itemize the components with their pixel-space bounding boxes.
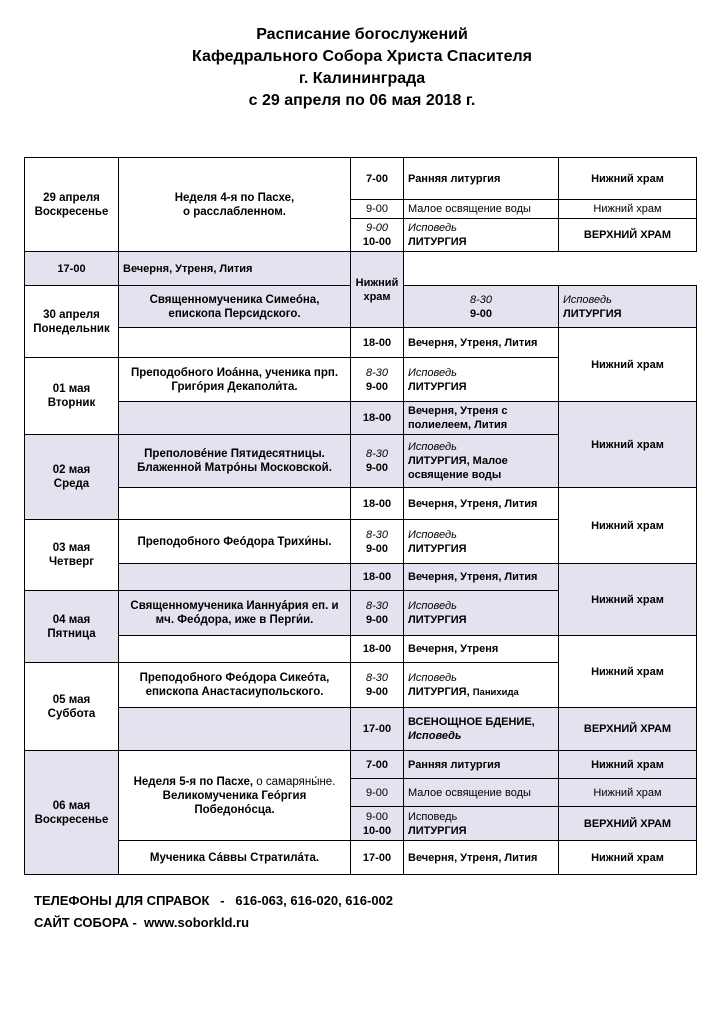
date: 06 мая bbox=[52, 799, 91, 812]
place-cell: Нижний храм bbox=[559, 841, 697, 875]
feast-cell-empty bbox=[119, 708, 351, 751]
feast-line: Блаженной Матрóны Московской. bbox=[137, 462, 332, 474]
service-value: ЛИТУРГИЯ, bbox=[408, 685, 470, 698]
service-cell bbox=[404, 663, 559, 708]
time-cell bbox=[351, 807, 404, 841]
date-cell bbox=[25, 286, 119, 358]
service-cell bbox=[404, 219, 559, 252]
time-cell: 18-00 bbox=[351, 564, 404, 591]
service-cell: Вечерня, Утреня, Лития bbox=[404, 488, 559, 520]
service-cell: Малое освящение воды bbox=[404, 779, 559, 807]
feast-cell bbox=[119, 435, 351, 488]
time-value: 8-30 bbox=[365, 366, 389, 379]
table-row bbox=[25, 402, 697, 435]
feast-cell: Мученика Сáввы Стратилáта. bbox=[119, 841, 351, 875]
service-cell: Малое освящение воды bbox=[404, 200, 559, 219]
feast-line: Преподобного Феóдора Сикеóта, bbox=[139, 672, 330, 684]
service-value: Исповедь bbox=[408, 600, 457, 612]
date-cell bbox=[25, 663, 119, 751]
feast-subtitle: о самаряны́не. bbox=[253, 775, 336, 788]
time-cell: 17-00 bbox=[351, 841, 404, 875]
feast-line: Священномученика Симеóна, bbox=[149, 293, 320, 306]
date-cell bbox=[25, 158, 119, 252]
place-cell: Нижний храм bbox=[559, 488, 697, 564]
place-cell: Нижний храм bbox=[559, 564, 697, 636]
date-cell bbox=[25, 751, 119, 875]
phones-line: ТЕЛЕФОНЫ ДЛЯ СПРАВОК - 616-063, 616-020, 616-002 bbox=[34, 893, 394, 908]
weekday: Пятница bbox=[47, 627, 96, 640]
service-cell bbox=[404, 591, 559, 636]
service-cell bbox=[404, 358, 559, 402]
service-cell bbox=[404, 807, 559, 841]
feast-line: Великомученика Геóргия bbox=[162, 789, 307, 802]
schedule-table bbox=[24, 157, 697, 875]
weekday: Четверг bbox=[48, 556, 95, 568]
service-cell: Ранняя литургия bbox=[404, 158, 559, 200]
feast-line: Преподобного Феóдора Трихи́ны. bbox=[137, 535, 332, 548]
time-cell: 18-00 bbox=[351, 488, 404, 520]
table-row bbox=[25, 751, 697, 779]
service-value: Исповедь bbox=[408, 528, 457, 541]
date-cell bbox=[25, 591, 119, 663]
time-value: 9-00 bbox=[365, 222, 389, 234]
place-cell: Нижний храм bbox=[559, 158, 697, 200]
table-row bbox=[25, 328, 697, 358]
service-cell: Вечерня, Утреня bbox=[404, 636, 559, 663]
feast-line: мч. Феóдора, иже в Перги́и. bbox=[155, 614, 314, 626]
time-cell: 17-00 bbox=[25, 252, 119, 286]
place-cell: Нижний храм bbox=[351, 252, 404, 328]
weekday: Вторник bbox=[47, 397, 96, 409]
time-value: 9-00 bbox=[365, 686, 389, 698]
place-cell: ВЕРХНИЙ ХРАМ bbox=[559, 708, 697, 751]
service-cell bbox=[404, 520, 559, 564]
feast-line: о расслабленном. bbox=[183, 205, 286, 218]
time-value: 8-30 bbox=[365, 528, 389, 541]
service-value: ЛИТУРГИЯ bbox=[408, 380, 467, 393]
time-cell bbox=[404, 286, 559, 328]
service-cell: Вечерня, Утреня, Лития bbox=[404, 841, 559, 875]
feast-cell bbox=[119, 358, 351, 402]
service-cell bbox=[404, 435, 559, 488]
service-note: Панихида bbox=[472, 686, 519, 698]
weekday: Среда bbox=[53, 478, 90, 490]
table-row bbox=[25, 841, 697, 875]
date: 30 апреля bbox=[43, 308, 100, 321]
table-row bbox=[25, 708, 697, 751]
time-cell: 18-00 bbox=[351, 636, 404, 663]
place-cell: Нижний храм bbox=[559, 328, 697, 402]
time-cell: 9-00 bbox=[351, 779, 404, 807]
title-line-3: г. Калининграда bbox=[298, 70, 426, 87]
service-value bbox=[408, 685, 554, 700]
feast-line: Преподобного Иоáнна, ученика прп. bbox=[130, 366, 339, 379]
time-cell bbox=[351, 435, 404, 488]
feast-title: Неделя 5-я по Пасхе, bbox=[133, 775, 254, 788]
feast-cell-empty bbox=[119, 402, 351, 435]
service-value: ЛИТУРГИЯ bbox=[408, 236, 467, 248]
service-cell bbox=[559, 286, 697, 328]
time-cell: 18-00 bbox=[351, 328, 404, 358]
time-value: 8-30 bbox=[365, 600, 389, 612]
feast-cell-empty bbox=[119, 488, 351, 520]
feast-cell bbox=[119, 663, 351, 708]
place-cell: ВЕРХНИЙ ХРАМ bbox=[559, 219, 697, 252]
date: 01 мая bbox=[52, 383, 91, 395]
time-value: 10-00 bbox=[362, 824, 392, 837]
feast-line: епископа Персидского. bbox=[168, 307, 301, 320]
table-row bbox=[25, 636, 697, 663]
feast-line: Священномученика Ианнуáрия еп. и bbox=[130, 600, 339, 612]
time-cell: 17-00 bbox=[351, 708, 404, 751]
title-line-4: с 29 апреля по 06 мая 2018 г. bbox=[248, 92, 476, 109]
service-value: ЛИТУРГИЯ bbox=[408, 614, 467, 626]
time-value: 8-30 bbox=[365, 672, 389, 684]
time-cell bbox=[351, 520, 404, 564]
time-cell: 18-00 bbox=[351, 402, 404, 435]
service-value: освящение воды bbox=[408, 469, 502, 481]
time-value: 9-00 bbox=[365, 614, 389, 626]
service-value: Исповедь bbox=[408, 671, 457, 684]
service-value: Исповедь bbox=[408, 730, 462, 742]
feast-cell-empty bbox=[119, 328, 351, 358]
weekday: Воскресенье bbox=[34, 205, 109, 218]
time-value: 8-30 bbox=[365, 448, 389, 460]
table-row bbox=[25, 158, 697, 200]
feast-line: Победонóсца. bbox=[194, 803, 275, 816]
place-cell: ВЕРХНИЙ ХРАМ bbox=[559, 807, 697, 841]
title-line-2: Кафедрального Собора Христа Спасителя bbox=[191, 48, 533, 65]
feast-line bbox=[123, 775, 346, 789]
feast-line: Преполовéние Пятидесятницы. bbox=[144, 448, 325, 460]
time-value: 9-00 bbox=[365, 542, 389, 555]
time-cell bbox=[351, 219, 404, 252]
service-value: ЛИТУРГИЯ, Малое bbox=[408, 455, 508, 467]
table-row bbox=[25, 564, 697, 591]
time-cell bbox=[351, 358, 404, 402]
footer bbox=[34, 890, 393, 934]
feast-line: Григóрия Декаполи́та. bbox=[171, 380, 298, 393]
date: 29 апреля bbox=[43, 191, 100, 204]
time-value: 10-00 bbox=[362, 236, 392, 248]
date: 03 мая bbox=[52, 542, 91, 554]
feast-cell bbox=[119, 286, 351, 328]
feast-cell bbox=[119, 520, 351, 564]
service-cell: Вечерня, Утреня, Лития bbox=[404, 328, 559, 358]
feast-cell-empty bbox=[119, 564, 351, 591]
feast-cell bbox=[119, 751, 351, 841]
time-cell: 9-00 bbox=[351, 200, 404, 219]
service-value: Исповедь bbox=[563, 293, 612, 306]
service-value: ВСЕНОЩНОЕ БДЕНИЕ, bbox=[408, 716, 535, 728]
date: 05 мая bbox=[52, 693, 91, 706]
time-value: 9-00 bbox=[365, 380, 389, 393]
table-row bbox=[25, 488, 697, 520]
service-cell bbox=[404, 402, 559, 435]
weekday: Суббота bbox=[47, 707, 96, 720]
date-cell bbox=[25, 358, 119, 435]
time-cell: 7-00 bbox=[351, 751, 404, 779]
site-line: САЙТ СОБОРА - www.soborkld.ru bbox=[34, 915, 250, 930]
service-value: Вечерня, Утреня с bbox=[408, 405, 508, 417]
place-cell: Нижний храм bbox=[559, 751, 697, 779]
date: 02 мая bbox=[52, 464, 91, 476]
service-value: ЛИТУРГИЯ bbox=[408, 824, 467, 837]
service-value: полиелеем, Лития bbox=[408, 419, 508, 431]
time-value: 8-30 bbox=[469, 293, 493, 306]
feast-line: епископа Анастасиупольского. bbox=[145, 686, 324, 698]
service-value: Исповедь bbox=[408, 810, 458, 823]
service-cell: Ранняя литургия bbox=[404, 751, 559, 779]
schedule-title bbox=[0, 24, 724, 112]
weekday: Понедельник bbox=[33, 322, 110, 335]
feast-cell-empty bbox=[119, 636, 351, 663]
title-line-1: Расписание богослужений bbox=[256, 26, 468, 43]
place-cell: Нижний храм bbox=[559, 779, 697, 807]
service-value: Исповедь bbox=[408, 441, 457, 453]
feast-cell bbox=[119, 591, 351, 636]
service-cell: Вечерня, Утреня, Лития bbox=[119, 252, 351, 286]
weekday: Воскресенье bbox=[34, 813, 109, 826]
date-cell bbox=[25, 520, 119, 591]
table-row bbox=[25, 252, 697, 286]
feast-line: Неделя 4-я по Пасхе, bbox=[174, 191, 295, 204]
date: 04 мая bbox=[52, 613, 91, 626]
service-value: ЛИТУРГИЯ bbox=[408, 542, 467, 555]
service-cell: Вечерня, Утреня, Лития bbox=[404, 564, 559, 591]
service-value: ЛИТУРГИЯ bbox=[563, 307, 622, 320]
service-value: Исповедь bbox=[408, 366, 457, 379]
time-cell bbox=[351, 663, 404, 708]
place-cell: Нижний храм bbox=[559, 200, 697, 219]
feast-cell bbox=[119, 158, 351, 252]
service-cell bbox=[404, 708, 559, 751]
time-value: 9-00 bbox=[365, 810, 389, 823]
time-cell: 7-00 bbox=[351, 158, 404, 200]
time-cell bbox=[351, 591, 404, 636]
date-cell bbox=[25, 435, 119, 520]
time-value: 9-00 bbox=[469, 307, 493, 320]
place-cell: Нижний храм bbox=[559, 636, 697, 708]
service-value: Исповедь bbox=[408, 222, 457, 234]
place-cell: Нижний храм bbox=[559, 402, 697, 488]
time-value: 9-00 bbox=[365, 462, 389, 474]
